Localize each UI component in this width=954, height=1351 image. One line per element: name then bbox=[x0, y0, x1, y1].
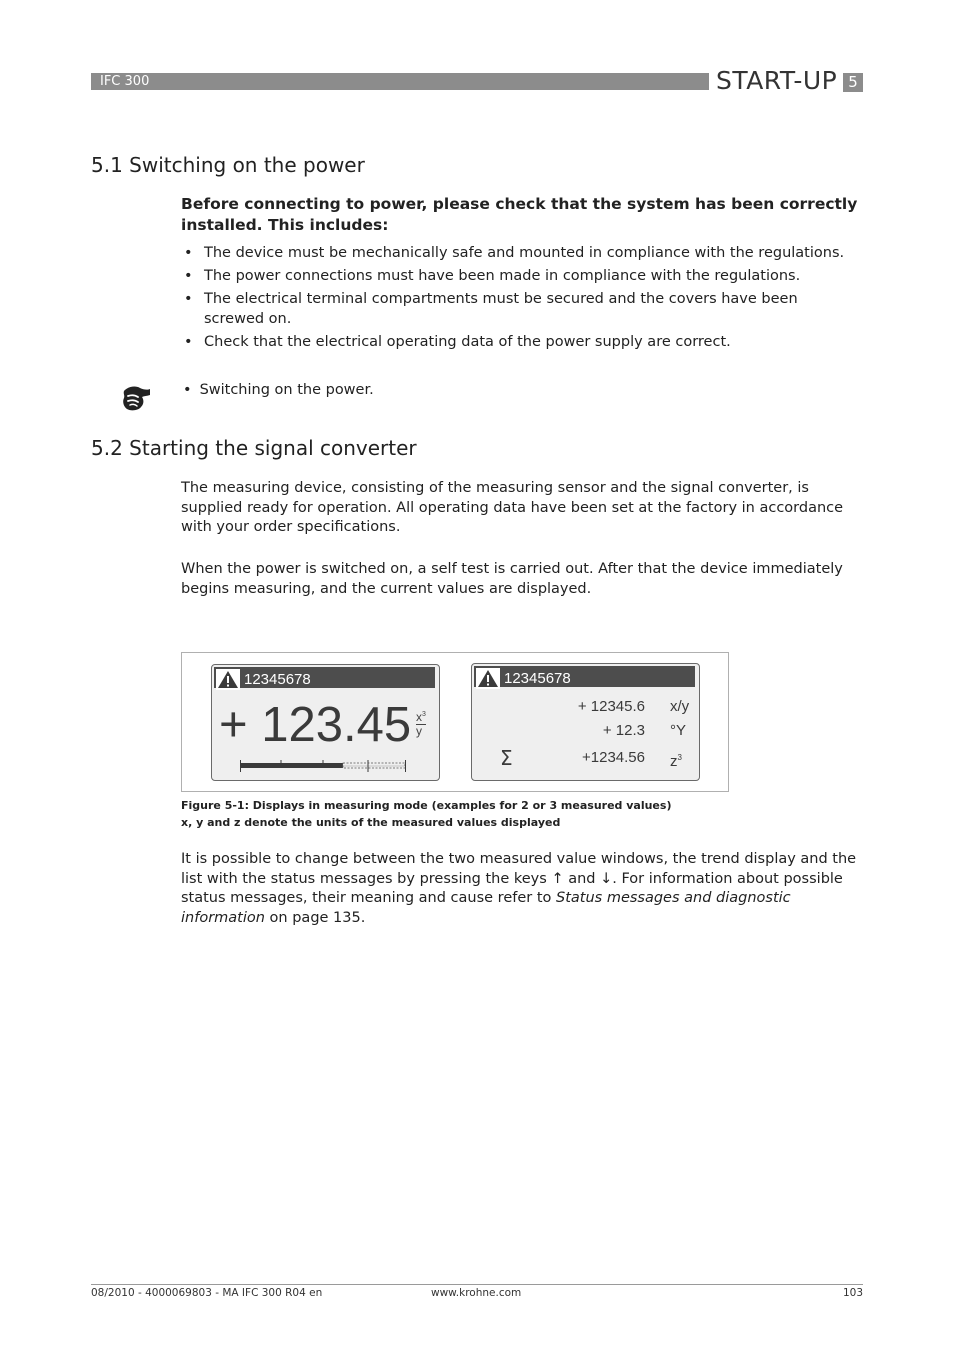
checklist bbox=[181, 243, 861, 355]
unit-exponent: 3 bbox=[422, 711, 426, 718]
measured-value: + 123.45 bbox=[219, 698, 412, 752]
hand-icon bbox=[120, 382, 152, 414]
bargraph-fill bbox=[240, 763, 343, 768]
chapter-title: START-UP bbox=[716, 66, 838, 95]
cross-reference-link[interactable]: Status messages and diagnostic information bbox=[181, 890, 791, 926]
list-item: • The device must be mechanically safe and mounted in compliance with the regulations. bbox=[181, 243, 861, 263]
footer-doc-ref: 08/2010 - 4000069803 - MA IFC 300 R04 en bbox=[91, 1287, 323, 1299]
lcd-title-bar bbox=[474, 666, 695, 687]
lcd-display-multi bbox=[471, 663, 700, 781]
action-step: • Switching on the power. bbox=[183, 382, 374, 398]
bargraph bbox=[240, 759, 406, 773]
measured-value-row-2: + 12.3 bbox=[602, 722, 645, 739]
measured-value-row-1: + 12345.6 bbox=[577, 698, 645, 715]
warning-icon bbox=[476, 668, 500, 689]
caption-line-1: Figure 5-1: Displays in measuring mode (examples for 2 or 3 measured values) bbox=[181, 799, 672, 812]
unit-numerator: x bbox=[416, 710, 422, 724]
down-key-icon: ↓ bbox=[600, 870, 613, 887]
lcd-display-single bbox=[211, 664, 440, 781]
list-item: • Check that the electrical operating data of the power supply are correct. bbox=[181, 332, 861, 352]
warning-icon bbox=[216, 669, 240, 690]
sigma-icon: Σ bbox=[500, 746, 513, 770]
figure-caption bbox=[181, 797, 671, 831]
list-item: • The electrical terminal compartments must be secured and the covers have been screwed on. bbox=[181, 289, 861, 329]
paragraph: The measuring device, consisting of the measuring sensor and the signal converter, is supplied ready for operation. All operating data have been set at the factory in accordance with your order specifications. bbox=[181, 480, 844, 535]
paragraph: When the power is switched on, a self test is carried out. After that the device immediately begins measuring, and the current values are displayed. bbox=[181, 561, 843, 597]
action-text: Switching on the power. bbox=[199, 382, 374, 398]
tag-number: 12345678 bbox=[244, 671, 311, 688]
chapter-number: 5 bbox=[843, 73, 863, 92]
up-key-icon: ↑ bbox=[551, 870, 564, 887]
header-bar bbox=[91, 73, 709, 90]
unit-row-3: $z^3$ bbox=[670, 753, 682, 770]
caption-line-2: x, y and z denote the units of the measured values displayed bbox=[181, 816, 561, 829]
page-number: 103 bbox=[843, 1287, 864, 1299]
paragraph: It is possible to change between the two measured value windows, the trend display and the list with the status messages by pressing the keys ↑ and ↓. For information about possible status messages, their meaning and cause refer to Status messages and diagnostic information on page 135. bbox=[181, 851, 857, 926]
measured-value-row-3: +1234.56 bbox=[582, 749, 645, 766]
list-item: • The power connections must have been made in compliance with the regulations. bbox=[181, 266, 861, 286]
figure-frame bbox=[181, 652, 729, 792]
intro-text: Before connecting to power, please check that the system has been correctly installed. This includes: bbox=[181, 195, 858, 234]
tag-number: 12345678 bbox=[504, 670, 571, 687]
unit-row-1: x/y bbox=[670, 698, 690, 715]
product-name: IFC 300 bbox=[100, 74, 150, 89]
unit-fraction bbox=[416, 708, 426, 738]
section-heading-5-1: 5.1 Switching on the power bbox=[91, 153, 365, 177]
section-heading-5-2: 5.2 Starting the signal converter bbox=[91, 436, 417, 460]
lcd-title-bar bbox=[214, 667, 435, 688]
footer-rule bbox=[91, 1284, 863, 1285]
footer-website[interactable]: www.krohne.com bbox=[431, 1287, 522, 1299]
unit-denominator: y bbox=[416, 724, 422, 738]
unit-row-2: °Y bbox=[670, 722, 687, 739]
